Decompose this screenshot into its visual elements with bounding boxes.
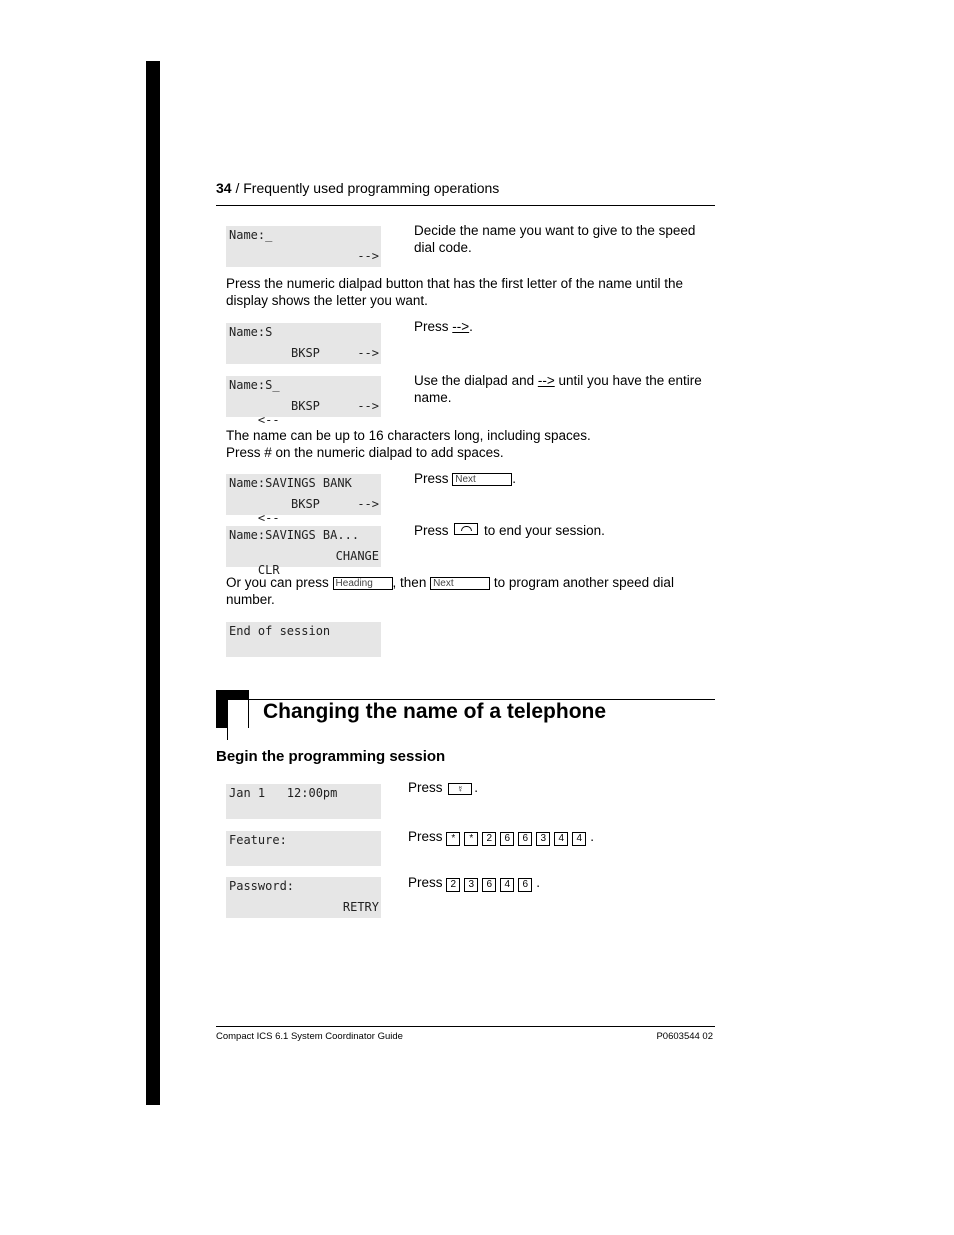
lcd-bksp: BKSP	[291, 497, 320, 511]
dialpad-key: 4	[500, 878, 514, 892]
lcd-right-arrow: -->	[357, 346, 379, 360]
lcd-right-arrow: -->	[357, 497, 379, 511]
feature-key-icon: ☿	[448, 783, 472, 795]
step2-text: Press -->.	[414, 319, 473, 334]
instruction-paragraph: Press the numeric dialpad button that has the first letter of the name until the display shows the letter you want.	[226, 276, 684, 308]
next-key: Next	[452, 473, 512, 486]
page-number: 34	[216, 180, 232, 196]
lcd-display-savings-bank	[226, 474, 381, 525]
dialpad-key: 2	[446, 878, 460, 892]
footer-rule	[216, 1026, 715, 1027]
lcd-left-arrow: <--	[257, 413, 280, 427]
lcd-right-arrow: -->	[357, 249, 379, 263]
release-handset-icon	[454, 523, 478, 535]
page-edge-bar	[146, 61, 160, 1105]
lcd-line1: Name:SAVINGS BANK	[229, 476, 352, 490]
alternate-instruction: Or you can press Heading , then Next to program another speed dial number.	[226, 575, 674, 607]
name-length-note: The name can be up to 16 characters long, including spaces. Press # on the numeric dialpad to add spaces.	[226, 428, 591, 460]
dialpad-key: 6	[500, 832, 514, 846]
page-header	[216, 180, 499, 196]
next-key: Next	[430, 577, 490, 590]
header-rule	[216, 205, 715, 206]
step9-text: Press 2 3 6 4 6 .	[408, 875, 541, 890]
dialpad-key: 6	[518, 878, 532, 892]
lcd-display-end-of-session	[226, 622, 381, 657]
footer-doc-number: P0603544 02	[656, 1031, 713, 1042]
dialpad-key: 4	[554, 832, 568, 846]
section-marker-inner	[228, 700, 248, 728]
step5-text: Press to end your session.	[414, 523, 605, 538]
lcd-right-arrow: -->	[357, 399, 379, 413]
lcd-line1: Name:S	[229, 325, 273, 339]
right-arrow-key: -->	[452, 319, 470, 334]
step1-text: Decide the name you want to give to the speed dial code.	[414, 223, 696, 255]
lcd-retry: RETRY	[342, 900, 379, 914]
lcd-bksp: BKSP	[291, 399, 320, 413]
header-section: / Frequently used programming operations	[235, 180, 500, 196]
lcd-line1: Name:SAVINGS BA...	[229, 528, 360, 542]
dialpad-key: 2	[482, 832, 496, 846]
right-arrow-key: -->	[537, 373, 555, 388]
section-marker-line	[227, 700, 228, 740]
lcd-line1: Jan 1 12:00pm	[229, 786, 338, 800]
lcd-display-savings-ba	[226, 526, 381, 577]
step4-text: Press Next .	[414, 471, 517, 486]
dialpad-key: 6	[518, 832, 532, 846]
lcd-display-name-s-cursor	[226, 376, 381, 427]
section-subtitle: Begin the programming session	[216, 748, 446, 765]
dialpad-key: 3	[536, 832, 550, 846]
dialpad-key: *	[464, 832, 478, 846]
step3-text: Use the dialpad and --> until you have the entire name.	[414, 373, 702, 405]
dialpad-key: 4	[572, 832, 586, 846]
lcd-display-name-empty	[226, 226, 381, 267]
dialpad-key-sequence	[446, 875, 536, 890]
lcd-line1: Name:S_	[229, 378, 280, 392]
step7-text: Press ☿ .	[408, 780, 479, 795]
lcd-left-arrow: <--	[257, 511, 280, 525]
lcd-display-feature	[226, 831, 381, 866]
dialpad-key: *	[446, 832, 460, 846]
dialpad-key: 6	[482, 878, 496, 892]
step8-text: Press * * 2 6 6 3 4 4 .	[408, 829, 595, 844]
footer-title: Compact ICS 6.1 System Coordinator Guide	[216, 1031, 403, 1042]
lcd-line1: Feature:	[229, 833, 287, 847]
lcd-change: CHANGE	[335, 549, 379, 563]
dialpad-key-sequence	[446, 829, 590, 844]
lcd-display-password	[226, 877, 381, 918]
dialpad-key: 3	[464, 878, 478, 892]
lcd-line1: End of session	[229, 624, 331, 638]
lcd-clr: CLR	[257, 563, 280, 577]
lcd-line1: Password:	[229, 879, 295, 893]
lcd-bksp: BKSP	[291, 346, 320, 360]
heading-key: Heading	[333, 577, 393, 590]
lcd-line1: Name:_	[229, 228, 273, 242]
lcd-display-date-time	[226, 784, 381, 819]
lcd-display-name-s	[226, 323, 381, 364]
section-title: Changing the name of a telephone	[263, 700, 607, 723]
